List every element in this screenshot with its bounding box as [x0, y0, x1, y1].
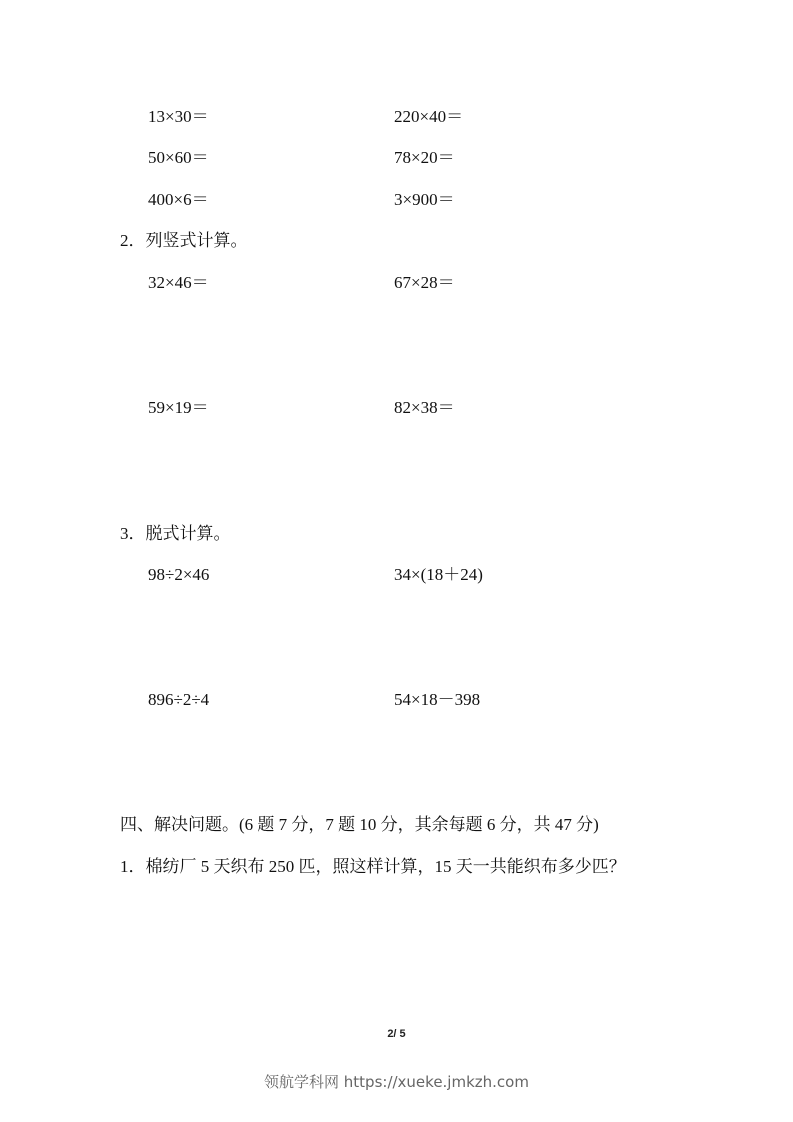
step-calc-item: 34×(18＋24) — [394, 565, 483, 584]
section-heading-vertical-calc: 2．列竖式计算。 — [120, 231, 248, 250]
oral-calc-item: 220×40＝ — [394, 107, 464, 126]
vertical-calc-item: 59×19＝ — [148, 398, 209, 417]
step-calc-item: 54×18－398 — [394, 690, 481, 709]
vertical-calc-item: 67×28＝ — [394, 273, 455, 292]
oral-calc-item: 50×60＝ — [148, 148, 209, 167]
section-heading-problem-solving: 四、解决问题。(6 题 7 分，7 题 10 分，其余每题 6 分，共 47 分) — [120, 815, 599, 834]
step-calc-item: 98÷2×46 — [148, 565, 210, 584]
vertical-calc-item: 82×38＝ — [394, 398, 455, 417]
page-number: 2/ 5 — [387, 1028, 406, 1040]
site-watermark: 领航学科网 https://xueke.jmkzh.com — [264, 1073, 529, 1091]
oral-calc-item: 78×20＝ — [394, 148, 455, 167]
step-calc-item: 896÷2÷4 — [148, 690, 210, 709]
vertical-calc-item: 32×46＝ — [148, 273, 209, 292]
section-heading-step-calc: 3．脱式计算。 — [120, 524, 231, 543]
oral-calc-item: 400×6＝ — [148, 190, 209, 209]
oral-calc-item: 13×30＝ — [148, 107, 209, 126]
question-1-text: 1．棉纺厂 5 天织布 250 匹，照这样计算，15 天一共能织布多少匹？ — [120, 857, 626, 876]
oral-calc-item: 3×900＝ — [394, 190, 455, 209]
